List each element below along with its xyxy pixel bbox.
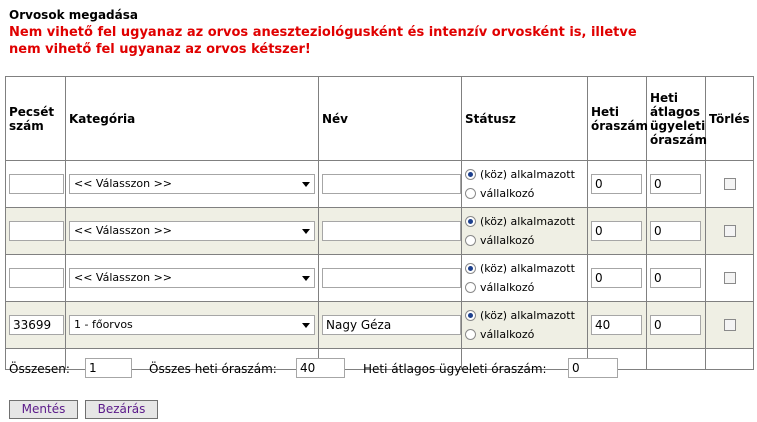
- heti-oraszam-input[interactable]: 40: [591, 315, 642, 335]
- delete-checkbox[interactable]: [724, 225, 736, 237]
- col-header-nev: Név: [319, 77, 462, 161]
- table-row: [6, 161, 754, 208]
- ugyeleti-oraszam-input[interactable]: 0: [650, 221, 701, 241]
- page-title: Orvosok megadása: [9, 8, 138, 22]
- ugyeleti-oraszam-input[interactable]: 0: [650, 174, 701, 194]
- radio-icon[interactable]: [465, 169, 476, 180]
- ugyeleti-total-input[interactable]: 0: [568, 358, 618, 378]
- status-option-alkalmazott[interactable]: (köz) alkalmazott: [465, 259, 584, 278]
- radio-icon[interactable]: [465, 329, 476, 340]
- heti-total-label: Összes heti óraszám:: [149, 362, 277, 376]
- ugyeleti-oraszam-input[interactable]: 0: [650, 268, 701, 288]
- osszesen-input[interactable]: 1: [85, 358, 132, 378]
- radio-icon[interactable]: [465, 310, 476, 321]
- nev-input[interactable]: Nagy Géza: [322, 315, 461, 335]
- col-header-heti: Heti óraszám: [588, 77, 647, 161]
- table-row: [6, 208, 754, 255]
- chevron-down-icon: [302, 182, 310, 187]
- doctors-table: [5, 76, 754, 370]
- table-header-row: [6, 77, 754, 161]
- status-option-vallalkozo[interactable]: vállalkozó: [465, 278, 584, 297]
- col-header-kategoria: Kategória: [66, 77, 319, 161]
- nev-input[interactable]: [322, 221, 461, 241]
- radio-icon[interactable]: [465, 263, 476, 274]
- kategoria-select[interactable]: << Válasszon >>: [69, 221, 315, 241]
- save-button[interactable]: Mentés: [9, 400, 78, 419]
- chevron-down-icon: [302, 229, 310, 234]
- status-option-vallalkozo[interactable]: vállalkozó: [465, 325, 584, 344]
- warning-message: [9, 24, 709, 58]
- heti-oraszam-input[interactable]: 0: [591, 268, 642, 288]
- status-option-alkalmazott[interactable]: (köz) alkalmazott: [465, 306, 584, 325]
- pecset-input[interactable]: [9, 268, 64, 288]
- warning-line-2: nem vihető fel ugyanaz az orvos kétszer!: [9, 42, 311, 57]
- status-option-vallalkozo[interactable]: vállalkozó: [465, 184, 584, 203]
- chevron-down-icon: [302, 276, 310, 281]
- heti-total-input[interactable]: 40: [296, 358, 345, 378]
- col-header-pecset: Pecsét szám: [6, 77, 66, 161]
- status-option-alkalmazott[interactable]: (köz) alkalmazott: [465, 165, 584, 184]
- delete-checkbox[interactable]: [724, 272, 736, 284]
- pecset-input[interactable]: [9, 221, 64, 241]
- totals-bar: [9, 358, 757, 380]
- nev-input[interactable]: [322, 174, 461, 194]
- col-header-ugyeleti: Heti átlagos ügyeleti óraszám: [647, 77, 706, 161]
- col-header-statusz: Státusz: [462, 77, 588, 161]
- radio-icon[interactable]: [465, 235, 476, 246]
- kategoria-select[interactable]: << Válasszon >>: [69, 174, 315, 194]
- col-header-torles: Törlés: [706, 77, 754, 161]
- ugyeleti-total-label: Heti átlagos ügyeleti óraszám:: [363, 362, 547, 376]
- heti-oraszam-input[interactable]: 0: [591, 221, 642, 241]
- ugyeleti-oraszam-input[interactable]: 0: [650, 315, 701, 335]
- osszesen-label: Összesen:: [9, 362, 70, 376]
- kategoria-select[interactable]: << Válasszon >>: [69, 268, 315, 288]
- radio-icon[interactable]: [465, 188, 476, 199]
- heti-oraszam-input[interactable]: 0: [591, 174, 642, 194]
- status-option-alkalmazott[interactable]: (köz) alkalmazott: [465, 212, 584, 231]
- table-row: [6, 302, 754, 349]
- delete-checkbox[interactable]: [724, 319, 736, 331]
- chevron-down-icon: [302, 323, 310, 328]
- close-button[interactable]: Bezárás: [85, 400, 158, 419]
- pecset-input[interactable]: 33699: [9, 315, 64, 335]
- warning-line-1: Nem vihető fel ugyanaz az orvos aneszteziológusként és intenzív orvosként is, illetve: [9, 25, 637, 40]
- kategoria-select[interactable]: 1 - főorvos: [69, 315, 315, 335]
- pecset-input[interactable]: [9, 174, 64, 194]
- status-option-vallalkozo[interactable]: vállalkozó: [465, 231, 584, 250]
- nev-input[interactable]: [322, 268, 461, 288]
- table-row: [6, 255, 754, 302]
- radio-icon[interactable]: [465, 216, 476, 227]
- radio-icon[interactable]: [465, 282, 476, 293]
- delete-checkbox[interactable]: [724, 178, 736, 190]
